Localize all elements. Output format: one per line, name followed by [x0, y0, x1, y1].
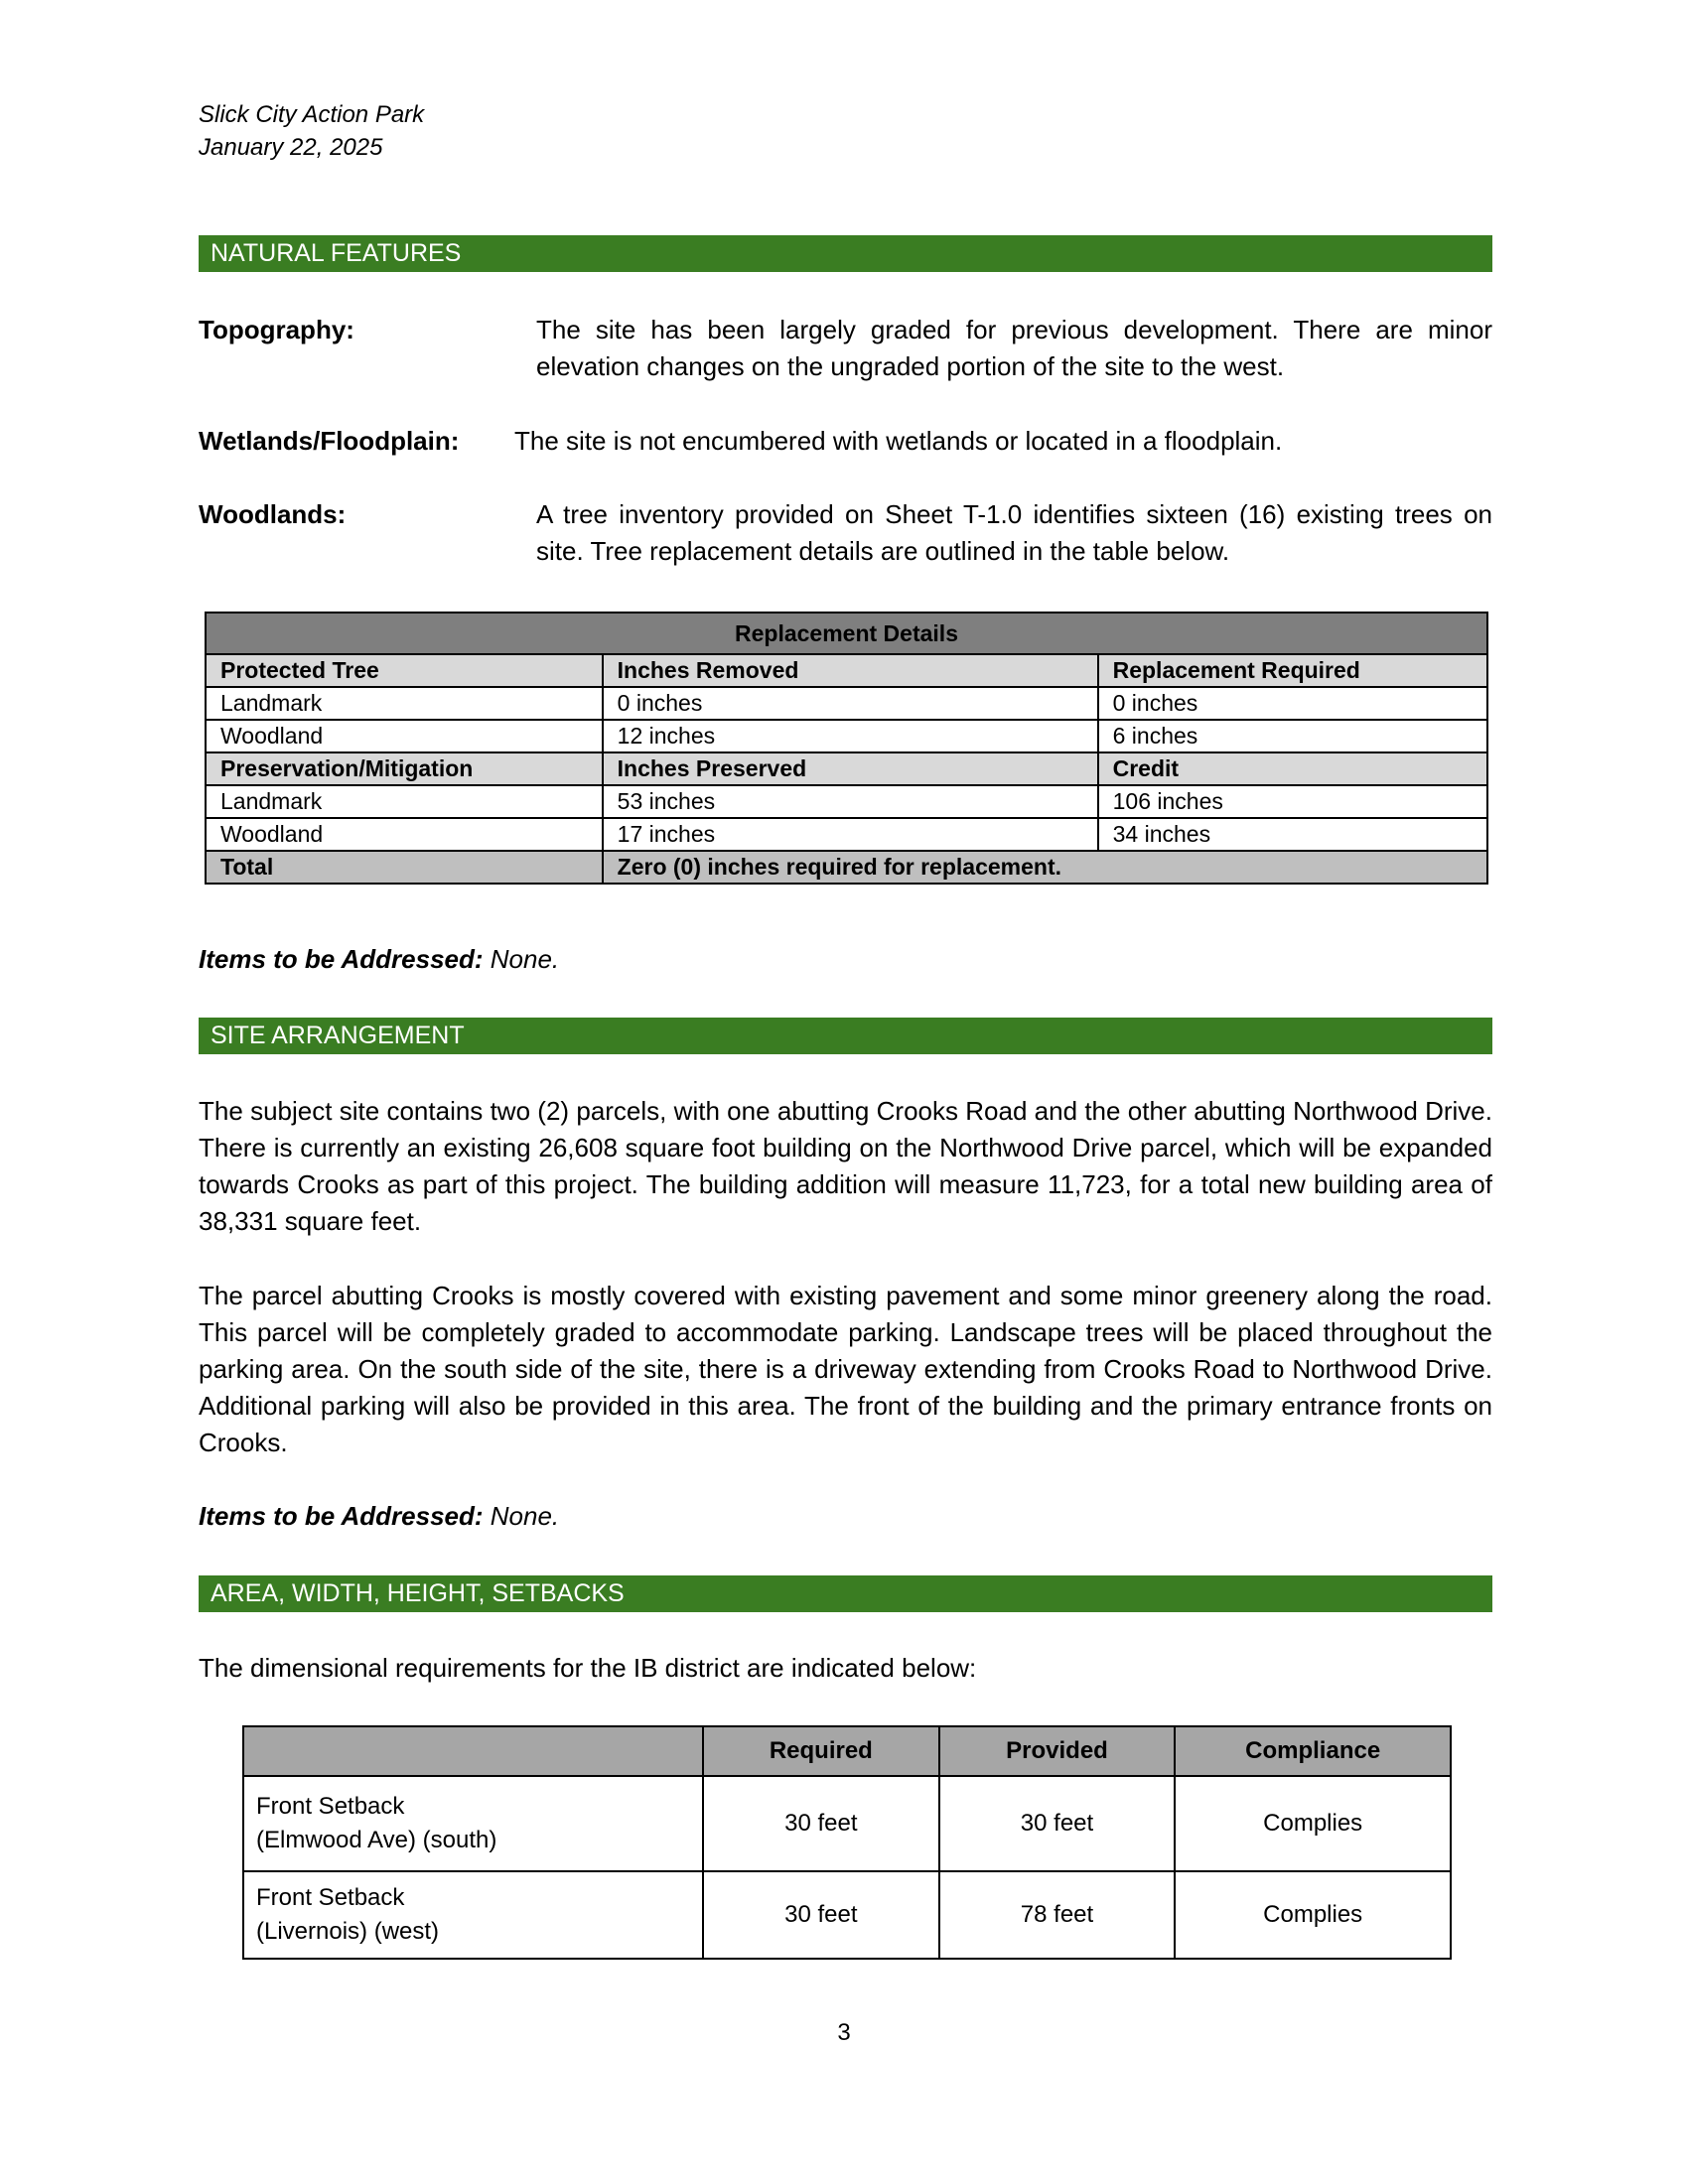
- wetlands-label: Wetlands/Floodplain:: [199, 426, 460, 456]
- table-cell: Landmark: [206, 785, 603, 818]
- row-name-line-1: Front Setback: [256, 1884, 405, 1911]
- table-cell: 78 feet: [939, 1871, 1176, 1959]
- table-total-row: [206, 851, 1487, 884]
- table-cell: Replacement Required: [1098, 654, 1487, 687]
- table-cell: Inches Preserved: [603, 752, 1098, 785]
- items-label: Items to be Addressed:: [199, 944, 484, 974]
- table-cell: 53 inches: [603, 785, 1098, 818]
- table-title: Replacement Details: [206, 613, 1487, 654]
- table-cell: 12 inches: [603, 720, 1098, 752]
- replacement-details-table: [205, 612, 1488, 885]
- table-cell: 30 feet: [703, 1776, 939, 1871]
- table-header-cell: Provided: [939, 1726, 1176, 1776]
- table-cell: 106 inches: [1098, 785, 1487, 818]
- table-cell: Total: [206, 851, 603, 884]
- table-cell: 0 inches: [603, 687, 1098, 720]
- table-header-row: [206, 654, 1487, 687]
- table-cell: Landmark: [206, 687, 603, 720]
- table-row: [243, 1776, 1451, 1871]
- table-header-cell: [243, 1726, 703, 1776]
- site-arrangement-paragraph-2: The parcel abutting Crooks is mostly covered with existing pavement and some minor greenery along the road. This parcel will be completely graded to accommodate parking. Landscape trees will be placed throughout the parking area. On the south side of the site, there is a driveway extending from Crooks Road to Northwood Drive. Additional parking will also be provided in this area. The front of the building and the primary entrance fronts on Crooks.: [199, 1281, 1492, 1457]
- table-header-cell: Compliance: [1175, 1726, 1451, 1776]
- dimensional-intro-text: The dimensional requirements for the IB district are indicated below:: [199, 1653, 977, 1683]
- table-header-row: [243, 1726, 1451, 1776]
- items-label: Items to be Addressed:: [199, 1501, 484, 1531]
- page-number: 3: [837, 2019, 851, 2046]
- items-value: None.: [483, 1501, 560, 1531]
- table-cell: Complies: [1175, 1871, 1451, 1959]
- table-cell: [243, 1871, 703, 1959]
- items-value: None.: [483, 944, 560, 974]
- row-name-line-2: (Livernois) (west): [256, 1918, 440, 1945]
- wetlands-text: The site is not encumbered with wetlands or located in a floodplain.: [514, 426, 1283, 456]
- table-row: [206, 785, 1487, 818]
- table-cell: 17 inches: [603, 818, 1098, 851]
- section-heading-site-arrangement: SITE ARRANGEMENT: [199, 1018, 1492, 1054]
- table-row: [243, 1871, 1451, 1959]
- table-cell: Zero (0) inches required for replacement.: [603, 851, 1487, 884]
- section-heading-area-width-height-setbacks: AREA, WIDTH, HEIGHT, SETBACKS: [199, 1575, 1492, 1612]
- items-to-be-addressed-site: [199, 1498, 559, 1534]
- topography-text: The site has been largely graded for previous development. There are minor elevation changes on the ungraded portion of the site to the west.: [536, 315, 1492, 381]
- row-name-line-2: (Elmwood Ave) (south): [256, 1827, 497, 1853]
- table-cell: 34 inches: [1098, 818, 1487, 851]
- table-cell: 30 feet: [703, 1871, 939, 1959]
- table-cell: 6 inches: [1098, 720, 1487, 752]
- table-cell: Credit: [1098, 752, 1487, 785]
- table-cell: 0 inches: [1098, 687, 1487, 720]
- table-cell: Woodland: [206, 818, 603, 851]
- woodlands-label: Woodlands:: [199, 499, 347, 529]
- table-cell: Complies: [1175, 1776, 1451, 1871]
- header-project-name: Slick City Action Park: [199, 101, 425, 128]
- table-cell: Preservation/Mitigation: [206, 752, 603, 785]
- row-name-line-1: Front Setback: [256, 1793, 405, 1820]
- dimensional-requirements-table: [242, 1725, 1452, 1960]
- table-cell: [243, 1776, 703, 1871]
- table-header-row: [206, 752, 1487, 785]
- site-arrangement-paragraph-1: The subject site contains two (2) parcels, with one abutting Crooks Road and the other abutting Northwood Drive. There is currently an existing 26,608 square foot building on the Northwood Drive parcel, which will be expanded towards Crooks as part of this project. The building addition will measure 11,723, for a total new building area of 38,331 square feet.: [199, 1096, 1492, 1236]
- table-row: [206, 720, 1487, 752]
- table-cell: Woodland: [206, 720, 603, 752]
- table-header-cell: Required: [703, 1726, 939, 1776]
- table-cell: Protected Tree: [206, 654, 603, 687]
- table-cell: 30 feet: [939, 1776, 1176, 1871]
- header-date: January 22, 2025: [199, 134, 383, 161]
- section-heading-natural-features: NATURAL FEATURES: [199, 235, 1492, 272]
- items-to-be-addressed-natural: [199, 941, 559, 977]
- table-row: [206, 818, 1487, 851]
- woodlands-text: A tree inventory provided on Sheet T-1.0 identifies sixteen (16) existing trees on site. Tree replacement details are outlined in the table below.: [536, 499, 1492, 566]
- table-cell: Inches Removed: [603, 654, 1098, 687]
- topography-label: Topography:: [199, 315, 354, 344]
- table-row: [206, 687, 1487, 720]
